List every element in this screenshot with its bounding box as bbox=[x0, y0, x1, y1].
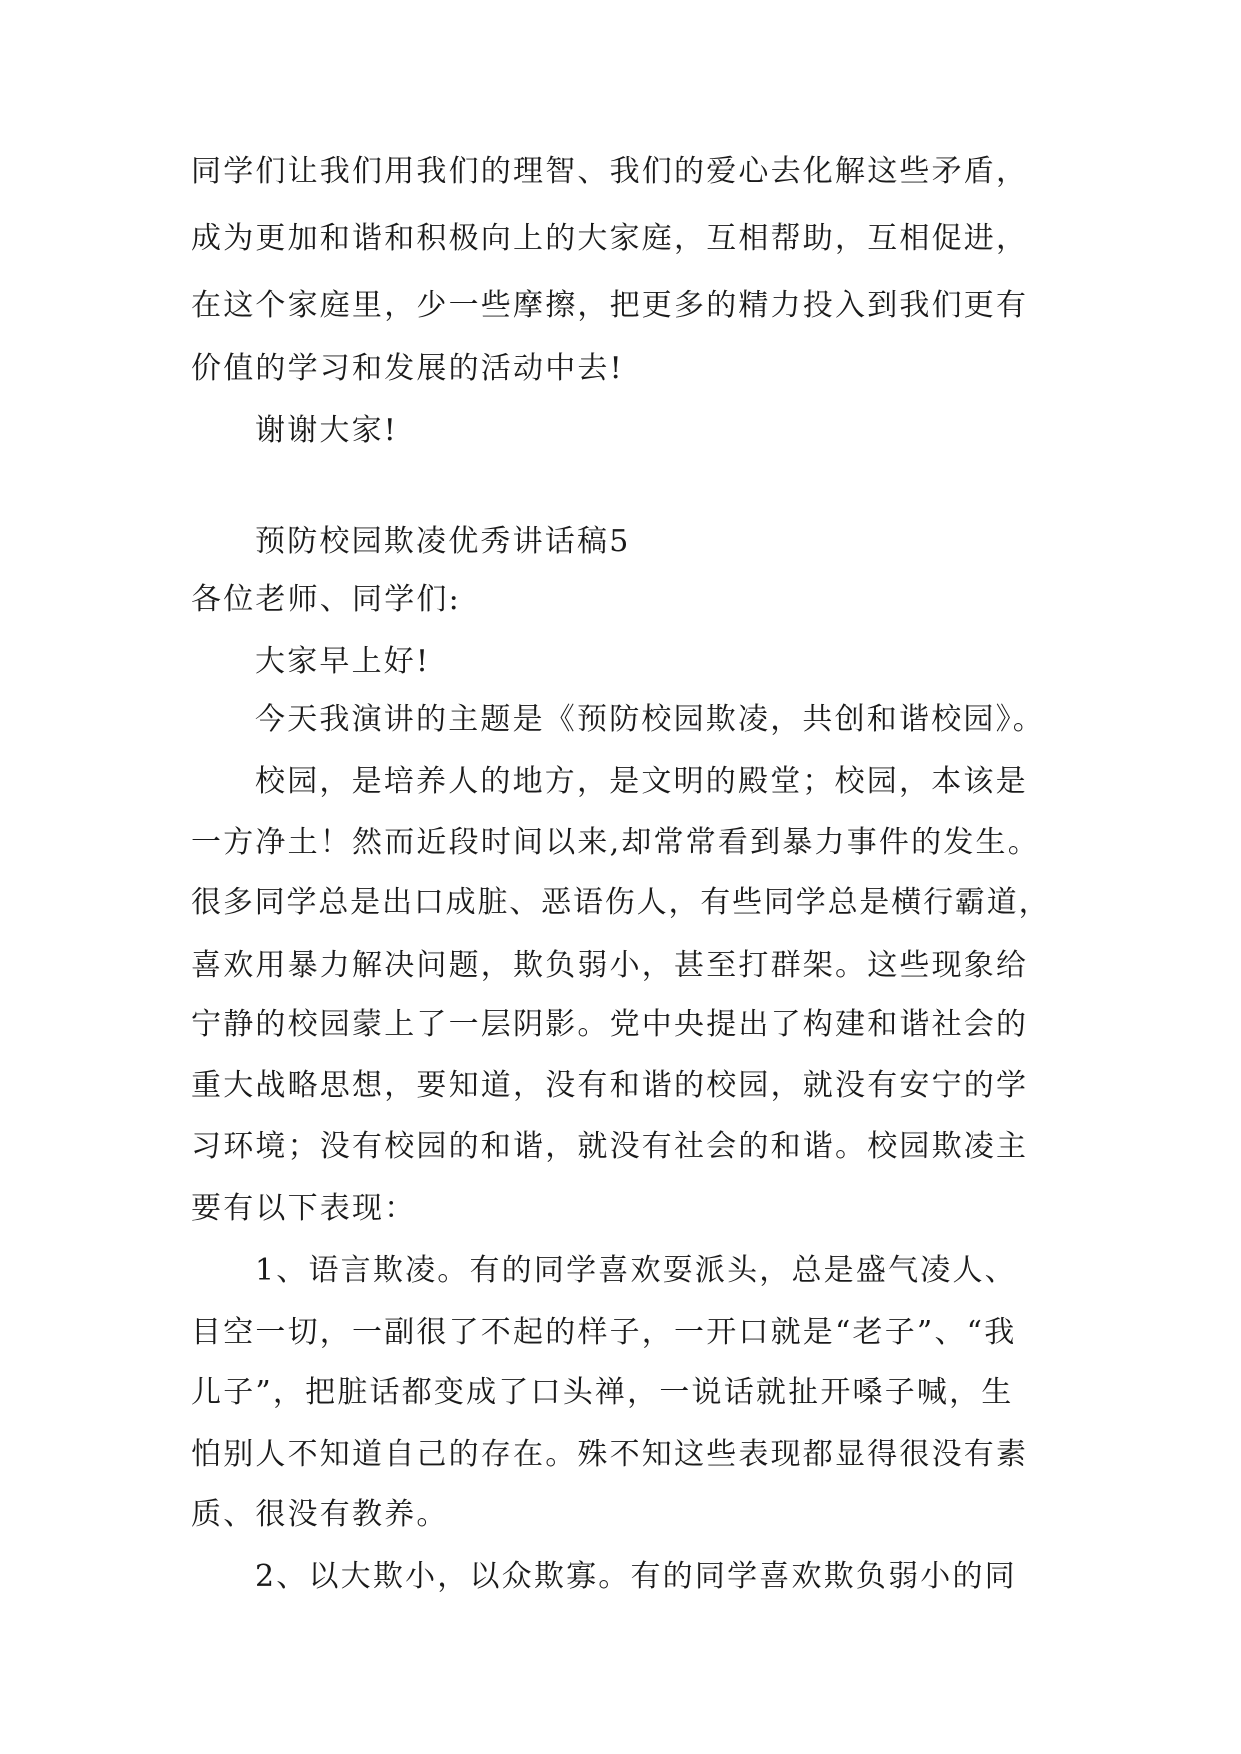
paragraph-line: 今天我演讲的主题是《预防校园欺凌，共创和谐校园》。 bbox=[255, 702, 1045, 737]
paragraph-line: 习环境；没有校园的和谐，就没有社会的和谐。校园欺凌主 bbox=[191, 1129, 1029, 1164]
greeting-line: 大家早上好! bbox=[255, 644, 431, 679]
paragraph-line: 同学们让我们用我们的理智、我们的爱心去化解这些矛盾， bbox=[191, 154, 1029, 189]
paragraph-line: 重大战略思想，要知道，没有和谐的校园，就没有安宁的学 bbox=[191, 1068, 1029, 1103]
paragraph-line: 宁静的校园蒙上了一层阴影。党中央提出了构建和谐社会的 bbox=[191, 1007, 1029, 1042]
salutation-line: 各位老师、同学们: bbox=[191, 582, 461, 617]
paragraph-line: 1、语言欺凌。有的同学喜欢耍派头，总是盛气凌人、 bbox=[255, 1253, 1017, 1288]
paragraph-line: 在这个家庭里，少一些摩擦，把更多的精力投入到我们更有 bbox=[191, 288, 1029, 323]
paragraph-line: 儿子”，把脏话都变成了口头禅，一说话就扯开嗓子喊，生 bbox=[191, 1375, 1014, 1410]
paragraph-line: 喜欢用暴力解决问题，欺负弱小，甚至打群架。这些现象给 bbox=[191, 948, 1029, 983]
paragraph-line: 校园，是培养人的地方，是文明的殿堂；校园，本该是 bbox=[255, 764, 1028, 799]
closing-line: 谢谢大家! bbox=[255, 413, 399, 448]
section-heading: 预防校园欺凌优秀讲话稿5 bbox=[255, 524, 631, 559]
paragraph-line: 一方净土！然而近段时间以来,却常常看到暴力事件的发生。 bbox=[191, 825, 1040, 860]
paragraph-line: 目空一切，一副很了不起的样子，一开口就是“老子”、“我 bbox=[191, 1315, 1017, 1350]
paragraph-line: 很多同学总是出口成脏、恶语伤人，有些同学总是横行霸道， bbox=[191, 885, 1051, 920]
paragraph-line: 要有以下表现： bbox=[191, 1191, 417, 1226]
paragraph-line: 价值的学习和发展的活动中去! bbox=[191, 351, 624, 386]
paragraph-line: 质、很没有教养。 bbox=[191, 1497, 449, 1532]
paragraph-line: 2、以大欺小，以众欺寡。有的同学喜欢欺负弱小的同 bbox=[255, 1559, 1017, 1594]
paragraph-line: 怕别人不知道自己的存在。殊不知这些表现都显得很没有素 bbox=[191, 1437, 1029, 1472]
paragraph-line: 成为更加和谐和积极向上的大家庭，互相帮助，互相促进， bbox=[191, 221, 1029, 256]
